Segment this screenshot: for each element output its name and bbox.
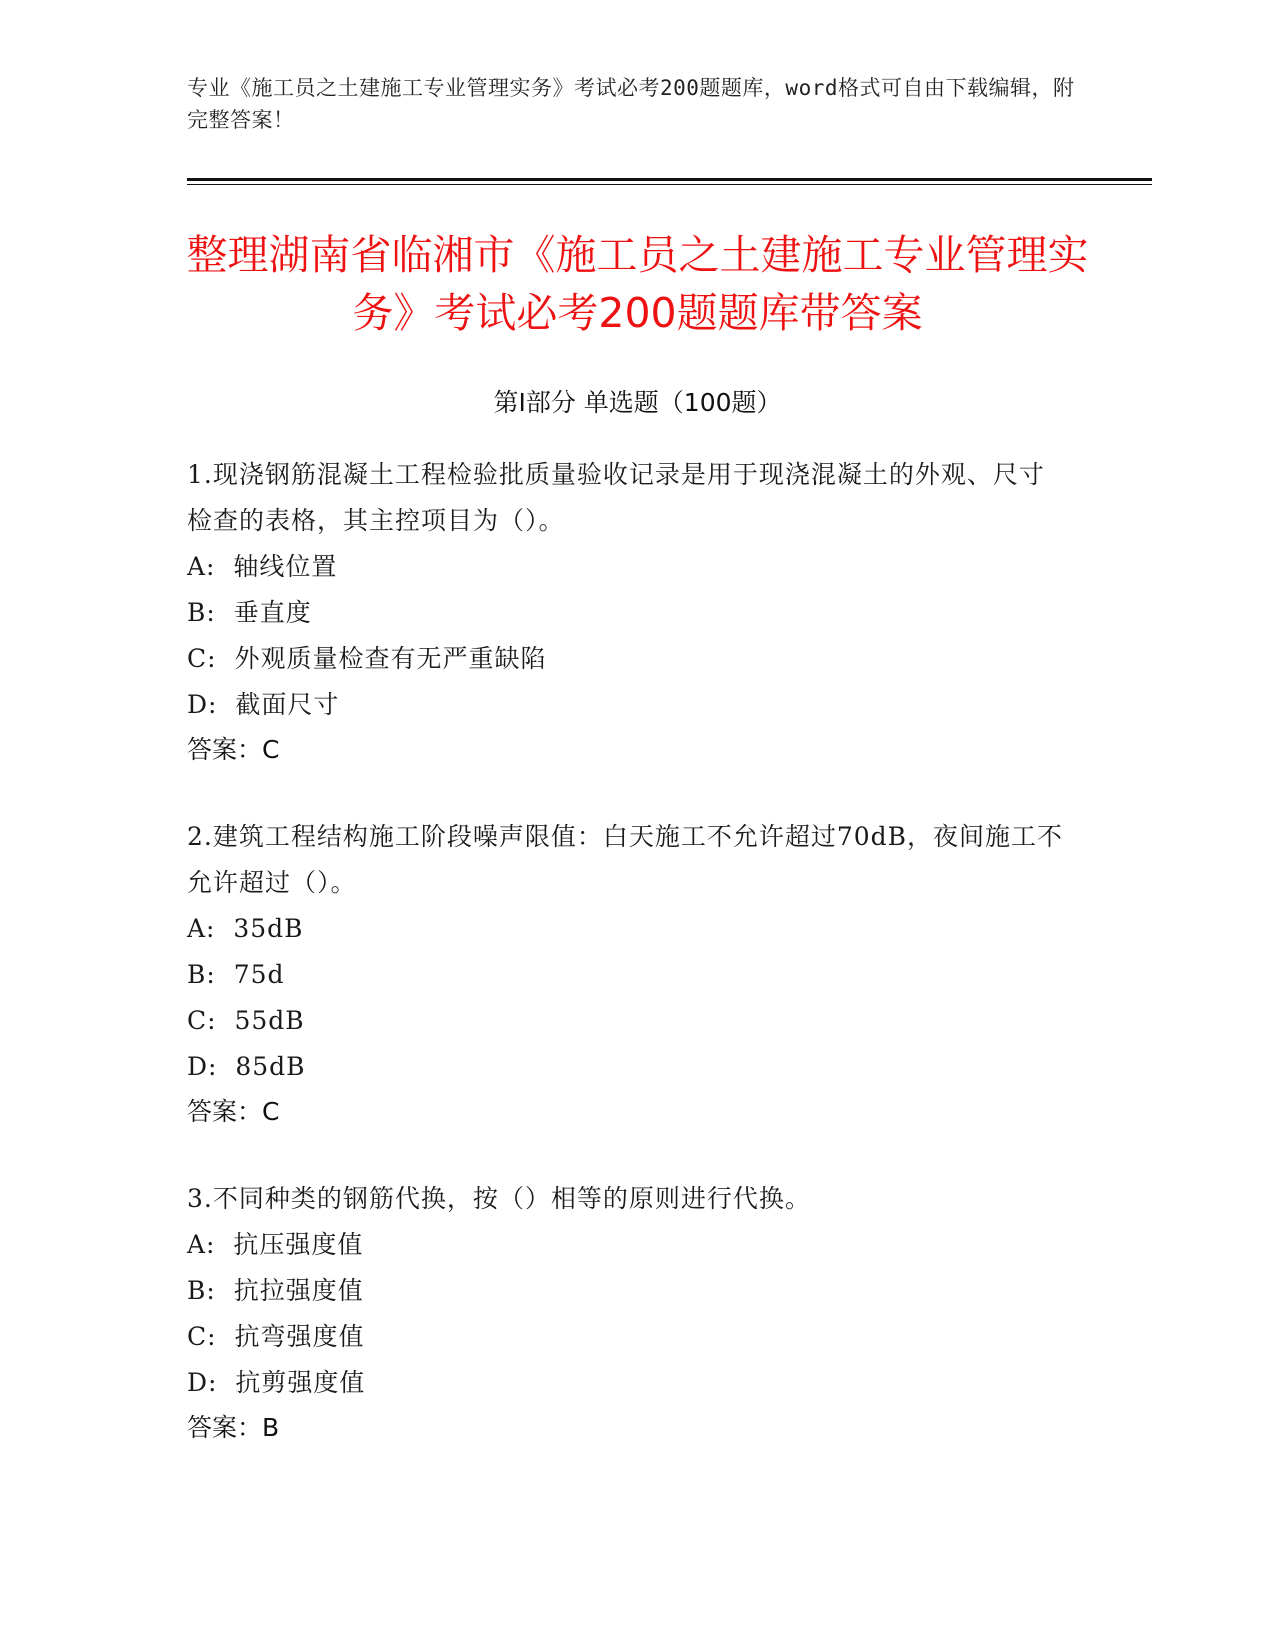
option-b: B: 75d: [187, 960, 285, 989]
header-divider-thin: [187, 184, 1152, 185]
question-stem: 1.现浇钢筋混凝土工程检验批质量验收记录是用于现浇混凝土的外观、尺寸检查的表格，其主控项目为（）。: [187, 460, 1045, 535]
option-b: B: 垂直度: [187, 598, 312, 627]
option-d: D: 抗剪强度值: [187, 1368, 366, 1397]
question-2: [187, 814, 1067, 1134]
question-stem: 3.不同种类的钢筋代换，按（）相等的原则进行代换。: [187, 1184, 811, 1213]
question-1: [187, 452, 1067, 772]
option-c: C: 外观质量检查有无严重缺陷: [187, 644, 547, 673]
option-d: D: 截面尺寸: [187, 690, 340, 719]
option-c: C: 抗弯强度值: [187, 1322, 365, 1351]
header-divider-thick: [187, 178, 1152, 181]
answer: 答案：B: [187, 1413, 280, 1442]
option-a: A: 抗压强度值: [187, 1230, 364, 1259]
document-title: 整理湖南省临湘市《施工员之土建施工专业管理实务》考试必考200题题库带答案: [186, 231, 1089, 337]
option-a: A: 轴线位置: [187, 552, 338, 581]
option-c: C: 55dB: [187, 1006, 305, 1035]
option-d: D: 85dB: [187, 1052, 306, 1081]
answer: 答案：C: [187, 735, 280, 764]
section-heading: 第I部分 单选题（100题）: [493, 388, 782, 417]
header-note: 专业《施工员之土建施工专业管理实务》考试必考200题题库，word格式可自由下载编辑，附完整答案！: [187, 76, 1075, 132]
option-a: A: 35dB: [187, 914, 304, 943]
answer: 答案：C: [187, 1097, 280, 1126]
option-b: B: 抗拉强度值: [187, 1276, 364, 1305]
question-3: [187, 1176, 1067, 1450]
question-stem: 2.建筑工程结构施工阶段噪声限值：白天施工不允许超过70dB，夜间施工不允许超过（）。: [187, 822, 1064, 897]
